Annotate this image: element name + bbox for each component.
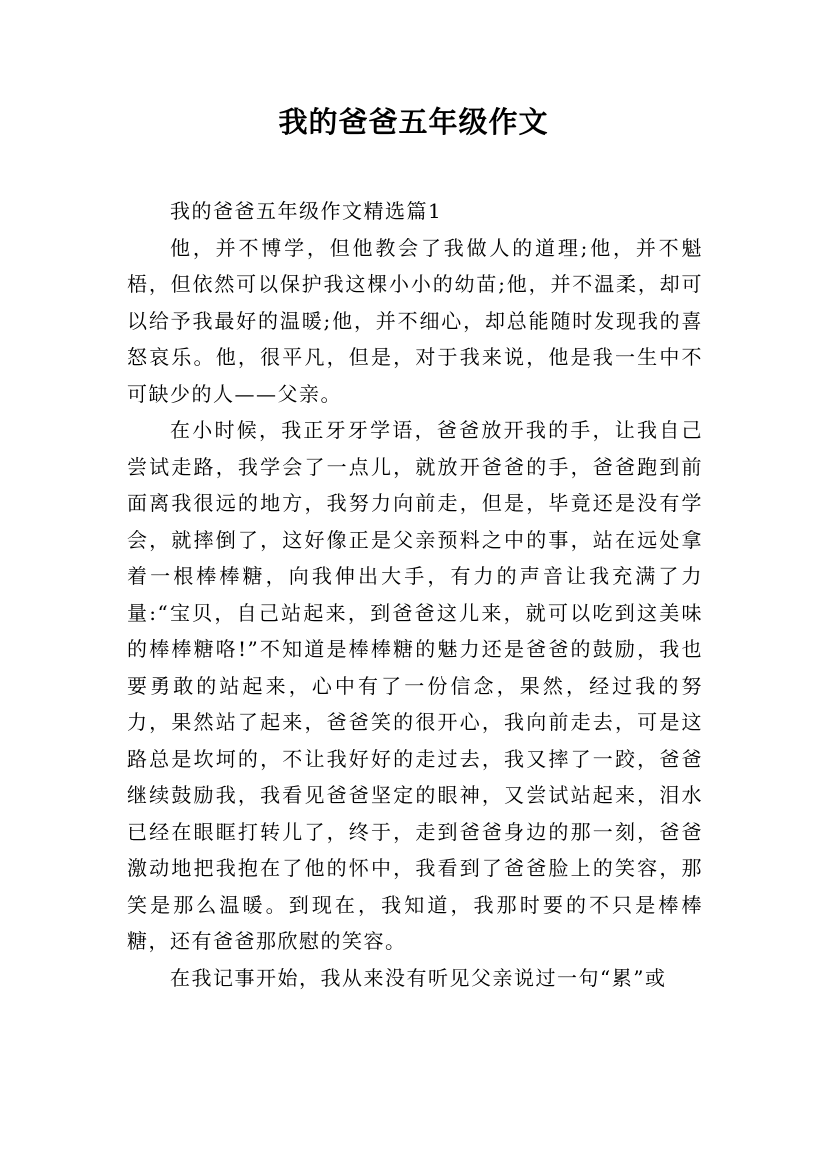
paragraph-2: 在小时候，我正牙牙学语，爸爸放开我的手，让我自己尝试走路，我学会了一点儿，就放开爸爸的手，爸爸跑到前面离我很远的地方，我努力向前走，但是，毕竟还是没有学会，就摔倒了，这好像正是父亲预料之中的事，站在远处拿着一根棒棒糖，向我伸出大手，有力的声音让我充满了力量:“宝贝，自己站起来，到爸爸这儿来，就可以吃到这美味的棒棒糖咯!”不知道是棒棒糖的魅力还是爸爸的鼓励，我也要勇敢的站起来，心中有了一份信念，果然，经过我的努力，果然站了起来，爸爸笑的很开心，我向前走去，可是这路总是坎坷的，不让我好好的走过去，我又摔了一跤，爸爸继续鼓励我，我看见爸爸坚定的眼神，又尝试站起来，泪水已经在眼眶打转儿了，终于，走到爸爸身边的那一刻，爸爸激动地把我抱在了他的怀中，我看到了爸爸脸上的笑容，那笑是那么温暖。到现在，我知道，我那时要的不只是棒棒糖，还有爸爸那欣慰的笑容。: [127, 418, 703, 953]
section-subtitle: 我的爸爸五年级作文精选篇1: [170, 199, 443, 223]
document-body: [127, 193, 703, 996]
document-title: 我的爸爸五年级作文: [278, 105, 549, 139]
paragraph-1: 他，并不博学，但他教会了我做人的道理;他，并不魁梧，但依然可以保护我这棵小小的幼苗;他，并不温柔，却可以给予我最好的温暖;他，并不细心，却总能随时发现我的喜怒哀乐。他，很平凡，但是，对于我来说，他是我一生中不可缺少的人——父亲。: [127, 235, 703, 406]
paragraph-3: 在我记事开始，我从来没有听见父亲说过一句“累”或: [170, 965, 667, 990]
